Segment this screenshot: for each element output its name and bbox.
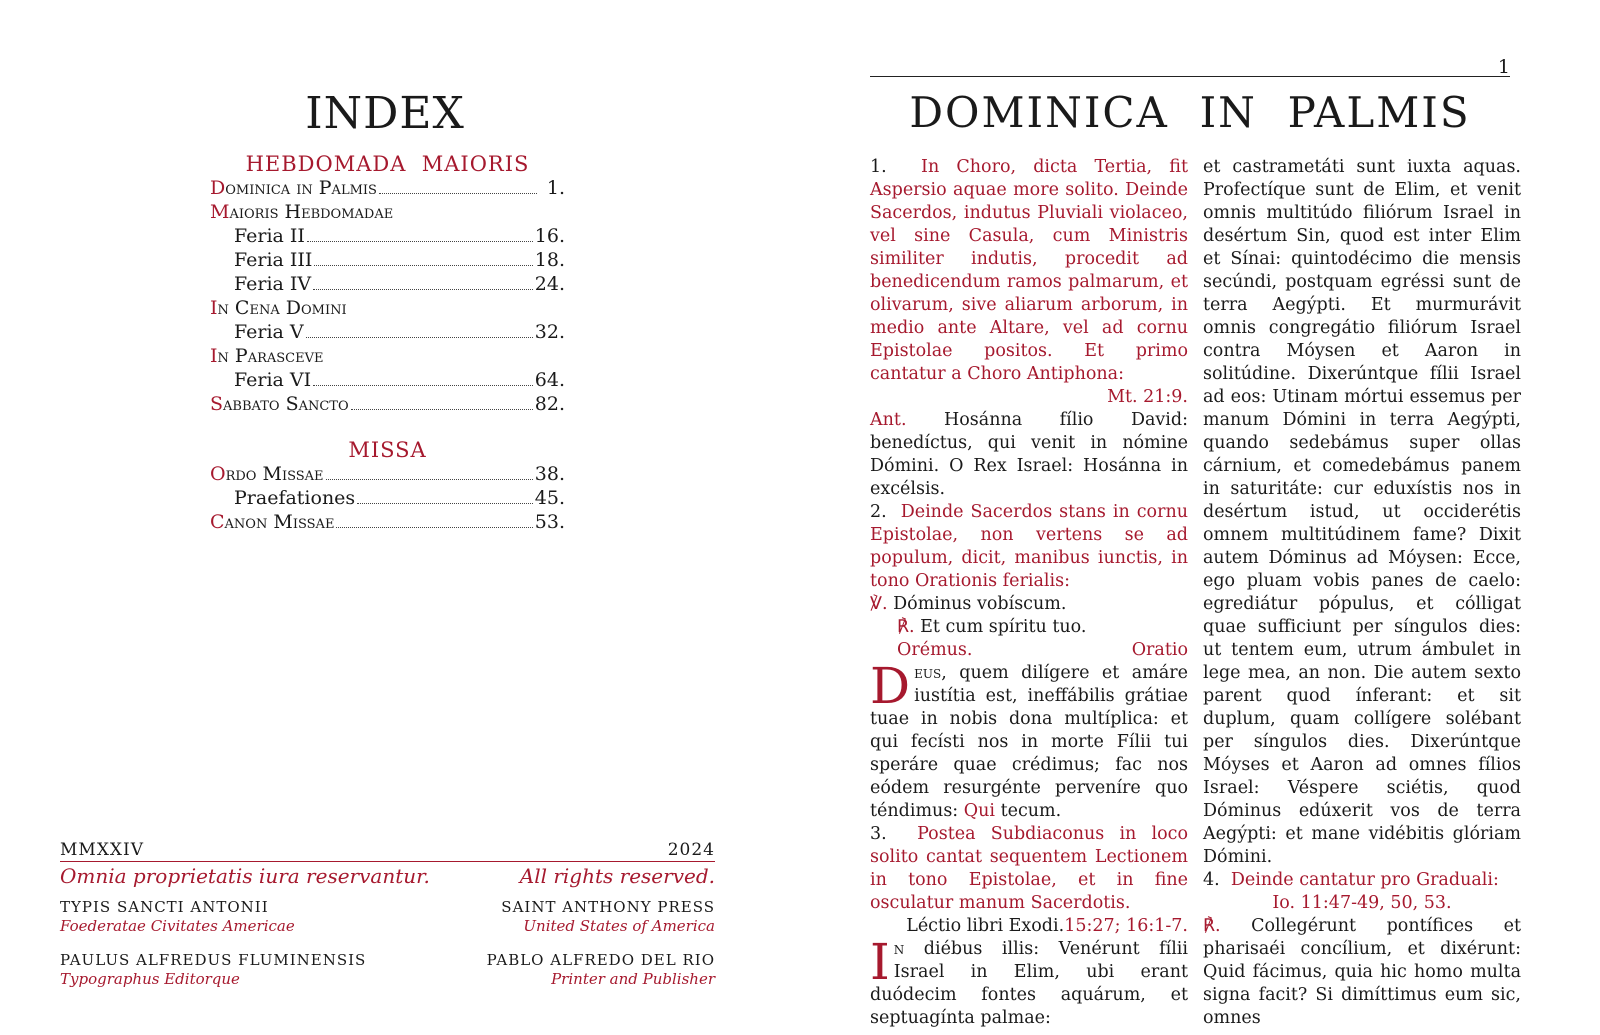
colophon (60, 840, 715, 990)
paragraph-2: 2. Deinde Sacerdos stans in cornu Epistolae, non vertens se ad populum, dicit, manibus iunctis, in tono Orationis ferialis: (870, 502, 1188, 591)
lesson-heading: Léctio libri Exodi.15:27; 16:1-7. (906, 916, 1188, 936)
header-rule (870, 76, 1510, 77)
toc-section-missa: MISSA (348, 438, 427, 462)
response-sign: ℟. (1203, 916, 1221, 936)
page-title: DOMINICA IN PALMIS (909, 88, 1471, 137)
index-title: INDEX (305, 88, 465, 139)
drop-cap-i: I (870, 933, 890, 991)
gradual-reference: Io. 11:47-49, 50, 53. (1272, 893, 1452, 913)
toc-entry-feria-ii[interactable]: Feria II 16. (234, 225, 565, 247)
antiphon-reference: Mt. 21:9. (1107, 387, 1188, 407)
colophon-rights-row (60, 864, 715, 892)
press-english: SAINT ANTHONY PRESS (501, 898, 715, 916)
paragraph-1: 1. In Choro, dicta Tertia, fit Aspersio aquae more solito. Deinde Sacerdos, indutus Pluviali violaceo, vel sine Casula, cum Ministris similiter indutis, procedit ad benedicendum ramos palmarum, et olivarum, sive aliarum arborum, in medio ante Altare, vel ad cornu Epistolae positos. Et primo cantatur a Choro Antiphona: (870, 157, 1188, 384)
toc-page-number: 1. (546, 177, 565, 199)
year-arabic: 2024 (667, 840, 715, 860)
response-sign: ℟. (897, 617, 915, 637)
toc-entry-feria-vi[interactable]: Feria VI 64. (234, 369, 565, 391)
table-of-contents (210, 152, 565, 534)
antiphon: Ant. Hosánna fílio David: benedíctus, qui venit in nómine Dómini. O Rex Israel: Hosánna in excélsis. (870, 410, 1188, 499)
versicle-sign: ℣. (870, 594, 888, 614)
response: ℟. Et cum spíritu tuo. (897, 617, 1087, 637)
year-roman: MMXXIV (60, 840, 145, 860)
colophon-press-row (60, 898, 715, 917)
colophon-name-row (60, 951, 715, 970)
toc-entry-canon-missae[interactable]: Canon Missae 53. (210, 511, 565, 533)
antiphon-sign: Ant. (870, 410, 907, 430)
toc-heading-parasceve: In Parasceve (210, 345, 324, 367)
toc-heading-maioris: Maioris Hebdomadae (210, 201, 394, 223)
content-page (800, 0, 1600, 1035)
toc-entry-feria-iii[interactable]: Feria III 18. (234, 249, 565, 271)
colophon-role-row (60, 970, 715, 990)
toc-entry-sabbato-sancto[interactable]: Sabbato Sancto 82. (210, 393, 565, 415)
lesson-text-continued: et castrametáti sunt iuxta aquas. Profectíque sunt de Elim, et venit omnis multitúdo filiórum Israel in desértum Sin, quod est inter Elim et Sínai: quintodécimo die mensis secúndi, postquam egréssi sunt de terra Aegýpti. Et murmurávit omnis congregátio filiórum Israel contra Móysen et Aaron in solitúdine. Dixerúntque fílii Israel ad eos: Utinam mórtui essemus per manum Dómini in terra Aegýpti, quando sedebámus super ollas cárnium, et comedebámus panem in saturitáte: cur eduxístis nos in desértum istud, ut occiderétis omnem multitúdinem fame? Dixit autem Dóminus ad Móysen: Ecce, ego pluam vobis panes de caelo: egrediátur pópulus, et cólligat quae sufficiunt per síngulos dies: ut tentem eum, utrum ámbulet in lege mea, an non. Die autem sexto parent quod ínferant: et sit duplum, quam collígere solébant per síngulos dies. Dixerúntque Móyses et Aaron ad omnes fílios Israel: Véspere sciétis, quod Dóminus edúxerit vos de terra Aegýpti: et mane vidébitis glóriam Dómini. (1203, 157, 1521, 867)
country-english: United States of America (523, 917, 715, 935)
toc-entry-praefationes[interactable]: Praefationes 45. (234, 487, 565, 509)
toc-section-hebdomada: HEBDOMADA MAIORIS (245, 152, 530, 176)
gradual-response: ℟. Collegérunt pontífices et pharisaéi concílium, et dixérunt: Quid fácimus, quia hic homo multa signa facit? Si dimíttimus eum sic, omnes (1203, 916, 1521, 1028)
colophon-year-row (60, 840, 715, 862)
paragraph-4: 4. Deinde cantatur pro Graduali: (1203, 870, 1499, 890)
role-english: Printer and Publisher (551, 970, 715, 988)
role-latin: Typographus Editorque (60, 970, 240, 988)
paragraph-3: 3. Postea Subdiaconus in loco solito cantat sequentem Lectionem in tono Epistolae, et in fine osculatur manum Sacerdotis. (870, 824, 1188, 913)
country-latin: Foederatae Civitates Americae (60, 917, 295, 935)
name-latin: PAULUS ALFREDUS FLUMINENSIS (60, 951, 367, 969)
toc-entry-feria-v[interactable]: Feria V 32. (234, 321, 565, 343)
drop-cap-d: D (870, 657, 911, 715)
versicle: ℣. Dóminus vobíscum. (870, 594, 1067, 614)
oremus-line: Orémus. Oratio (897, 640, 1188, 660)
rights-latin: Omnia proprietatis iura reservantur. (60, 864, 430, 888)
toc-entry-ordo-missae[interactable]: Ordo Missae 38. (210, 463, 565, 485)
page-number: 1 (1497, 56, 1510, 78)
toc-entry-dominica[interactable]: Dominica in Palmis 1. (210, 177, 565, 199)
text-column-left (870, 156, 1188, 1030)
toc-heading-cena-domini: In Cena Domini (210, 297, 347, 319)
rights-english: All rights reserved. (519, 864, 715, 888)
toc-entry-feria-iv[interactable]: Feria IV 24. (234, 273, 565, 295)
name-english: PABLO ALFREDO DEL RIO (486, 951, 715, 969)
collect-prayer: Deus, quem dilígere et amáre iustítia est, ineffábilis grátiae tuae in nobis dona multíplica: et qui fecísti nos in morte Fílii tui speráre quae crédimus; fac nos eódem resurgénte perveníre quo téndimus: Qui tecum. (870, 657, 1188, 821)
text-column-right (1203, 156, 1521, 1030)
press-latin: TYPIS SANCTI ANTONII (60, 898, 269, 916)
lesson-text-start: In diébus illis: Venérunt fílii Israel in Elim, ubi erant duódecim fontes aquárum, et septuagínta palmae: (870, 933, 1188, 1028)
colophon-country-row (60, 917, 715, 937)
